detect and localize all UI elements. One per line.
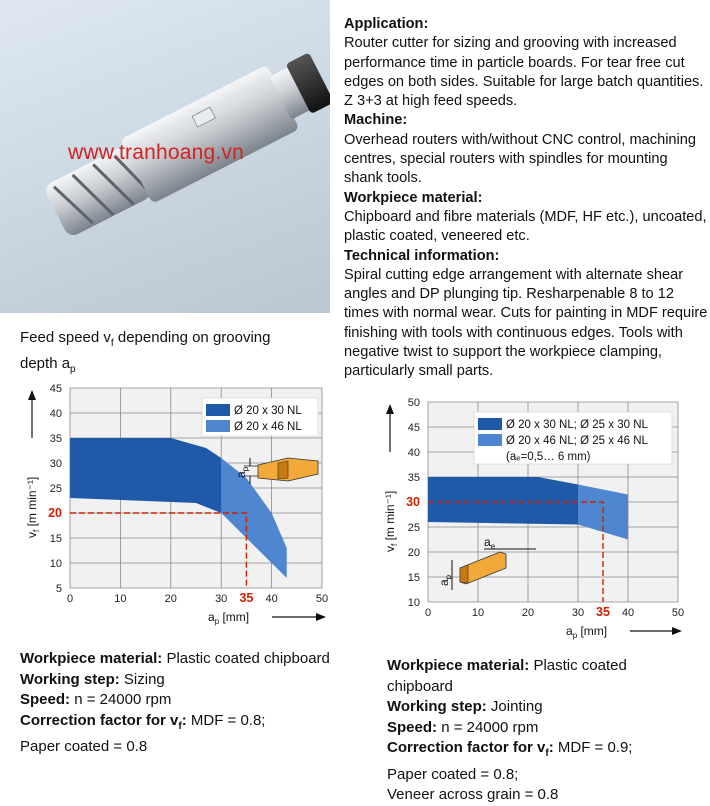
y-tick-label: 5 (55, 583, 62, 595)
right-feed-speed-chart (360, 390, 710, 655)
y-tick-label: 20 (407, 547, 420, 559)
x-tick-label: 0 (66, 593, 74, 605)
y-tick-label: 10 (49, 558, 62, 570)
x-tick-label: 40 (265, 593, 278, 605)
left-material-value: Plastic coated chipboard (166, 650, 330, 667)
workpiece-groove (278, 461, 288, 479)
y-tick-label: 40 (49, 408, 62, 420)
legend-label-2: Ø 20 x 46 NL; Ø 25 x 46 NL (506, 435, 648, 447)
inset-ap-label: $a_p$ (234, 466, 250, 478)
application-heading: Application: (344, 16, 429, 32)
left-corr-value: MDF = 0.8; (190, 711, 266, 729)
watermark-text: www.tranhoang.vn (68, 141, 244, 164)
legend-swatch-2 (478, 434, 502, 446)
y-axis-label: $v_f$ [m min⁻¹] (383, 490, 399, 552)
x-axis-label: $a_p$ [mm] (208, 610, 250, 626)
legend-swatch-2 (206, 420, 230, 432)
right-material-value2: chipboard (387, 677, 453, 695)
x-axis-label: $a_p$ [mm] (566, 624, 608, 640)
left-speed-value: n = 24000 rpm (74, 691, 172, 708)
product-photo (0, 0, 330, 313)
technical-text: Spiral cutting edge arrangement with alternate shear angles and DP plunging tip. Resharpenable 8 to 12 times with normal wear. Cuts for painting in MDF require finishing with tools with continuous edges. Tools with negative twist to support the workpiece clamping, particularly small parts. (344, 266, 708, 380)
y-tick-label: 25 (407, 522, 420, 534)
y-tick-label: 15 (49, 533, 62, 545)
left-step-label: Working step: (20, 670, 120, 688)
technical-heading: Technical information: (344, 247, 500, 264)
series-band-1 (428, 477, 578, 525)
y-tick-label: 40 (407, 447, 420, 459)
y-tick-label: 45 (49, 383, 62, 395)
x-tick-label: 40 (621, 607, 635, 619)
right-spec (387, 656, 707, 806)
left-corr-label: Correction factor for $v_f$: (20, 711, 187, 732)
x-axis-arrowhead (316, 613, 326, 621)
x-tick-label: 50 (315, 593, 329, 605)
legend-swatch-1 (478, 418, 502, 430)
y-tick-label: 30 (49, 458, 62, 470)
x-highlight-label: 35 (239, 591, 254, 605)
legend-swatch-1 (206, 404, 230, 416)
inset-ap-label: $a_p$ (437, 574, 453, 586)
legend-label-1: Ø 20 x 30 NL (234, 405, 302, 417)
left-step-value: Sizing (123, 670, 165, 688)
legend-label-1: Ø 20 x 30 NL; Ø 25 x 30 NL (506, 419, 648, 431)
y-tick-label: 15 (407, 572, 420, 584)
left-spec (20, 649, 340, 758)
workpiece-text: Chipboard and fibre materials (MDF, HF etc.), uncoated, plastic coated, veneered etc. (344, 208, 707, 245)
x-tick-label: 10 (471, 607, 485, 619)
right-speed-label: Speed: (387, 718, 438, 736)
y-tick-label: 35 (407, 472, 420, 484)
left-chart-title: Feed speed $v_f$ depending on grooving depth $a_p$ (20, 329, 271, 375)
product-info (344, 15, 710, 382)
left-material-label: Workpiece material: (20, 650, 163, 667)
y-tick-label: 45 (407, 422, 420, 434)
y-axis-arrowhead (28, 390, 36, 400)
x-tick-label: 0 (424, 607, 432, 619)
y-tick-label: 10 (407, 597, 420, 609)
y-highlight-label: 20 (48, 506, 62, 520)
left-feed-speed-chart (0, 378, 340, 638)
right-step-value: Jointing (490, 698, 543, 715)
right-step-label: Working step: (387, 698, 487, 715)
x-tick-label: 30 (215, 593, 228, 605)
x-axis-arrowhead (672, 627, 682, 635)
application-text: Router cutter for sizing and grooving with increased performance time in particle boards. For tear free cut edges on both sides. Suitable for large batch quantities. Z 3+3 at high feed speeds. (344, 35, 704, 110)
right-material-value: Plastic coated (533, 657, 627, 674)
x-tick-label: 50 (671, 607, 685, 619)
machine-text: Overhead routers with/without CNC control, machining centres, special routers with spindles for mounting shank tools. (344, 131, 697, 187)
x-highlight-label: 35 (596, 605, 610, 619)
left-speed-label: Speed: (20, 691, 71, 708)
y-tick-label: 25 (49, 483, 62, 495)
y-axis-label: $v_f$ [m min⁻¹] (25, 476, 41, 538)
y-tick-label: 50 (407, 397, 420, 409)
workpiece-heading: Workpiece material: (344, 189, 483, 206)
x-tick-label: 20 (521, 607, 535, 619)
x-tick-label: 10 (114, 593, 127, 605)
right-speed-value: n = 24000 rpm (441, 718, 539, 736)
right-corr-value: MDF = 0.9; (557, 739, 633, 756)
right-corr-label: Correction factor for $v_f$: (387, 739, 554, 759)
left-corr-value2: Paper coated = 0.8 (20, 738, 148, 755)
machine-heading: Machine: (344, 112, 408, 129)
right-corr-value2: Paper coated = 0.8; (387, 765, 519, 783)
y-highlight-label: 30 (406, 495, 420, 509)
x-tick-label: 20 (164, 593, 177, 605)
legend-note: (aₑ=0,5… 6 mm) (506, 451, 591, 463)
right-corr-value3: Veneer across grain = 0.8 (387, 786, 559, 803)
y-tick-label: 35 (49, 433, 62, 445)
workpiece-edge (460, 565, 468, 583)
inset-ae-label: $a_e$ (484, 535, 496, 551)
y-axis-arrowhead (386, 404, 394, 414)
right-material-label: Workpiece material: (387, 657, 530, 674)
x-tick-label: 30 (571, 607, 585, 619)
legend-label-2: Ø 20 x 46 NL (234, 421, 302, 433)
